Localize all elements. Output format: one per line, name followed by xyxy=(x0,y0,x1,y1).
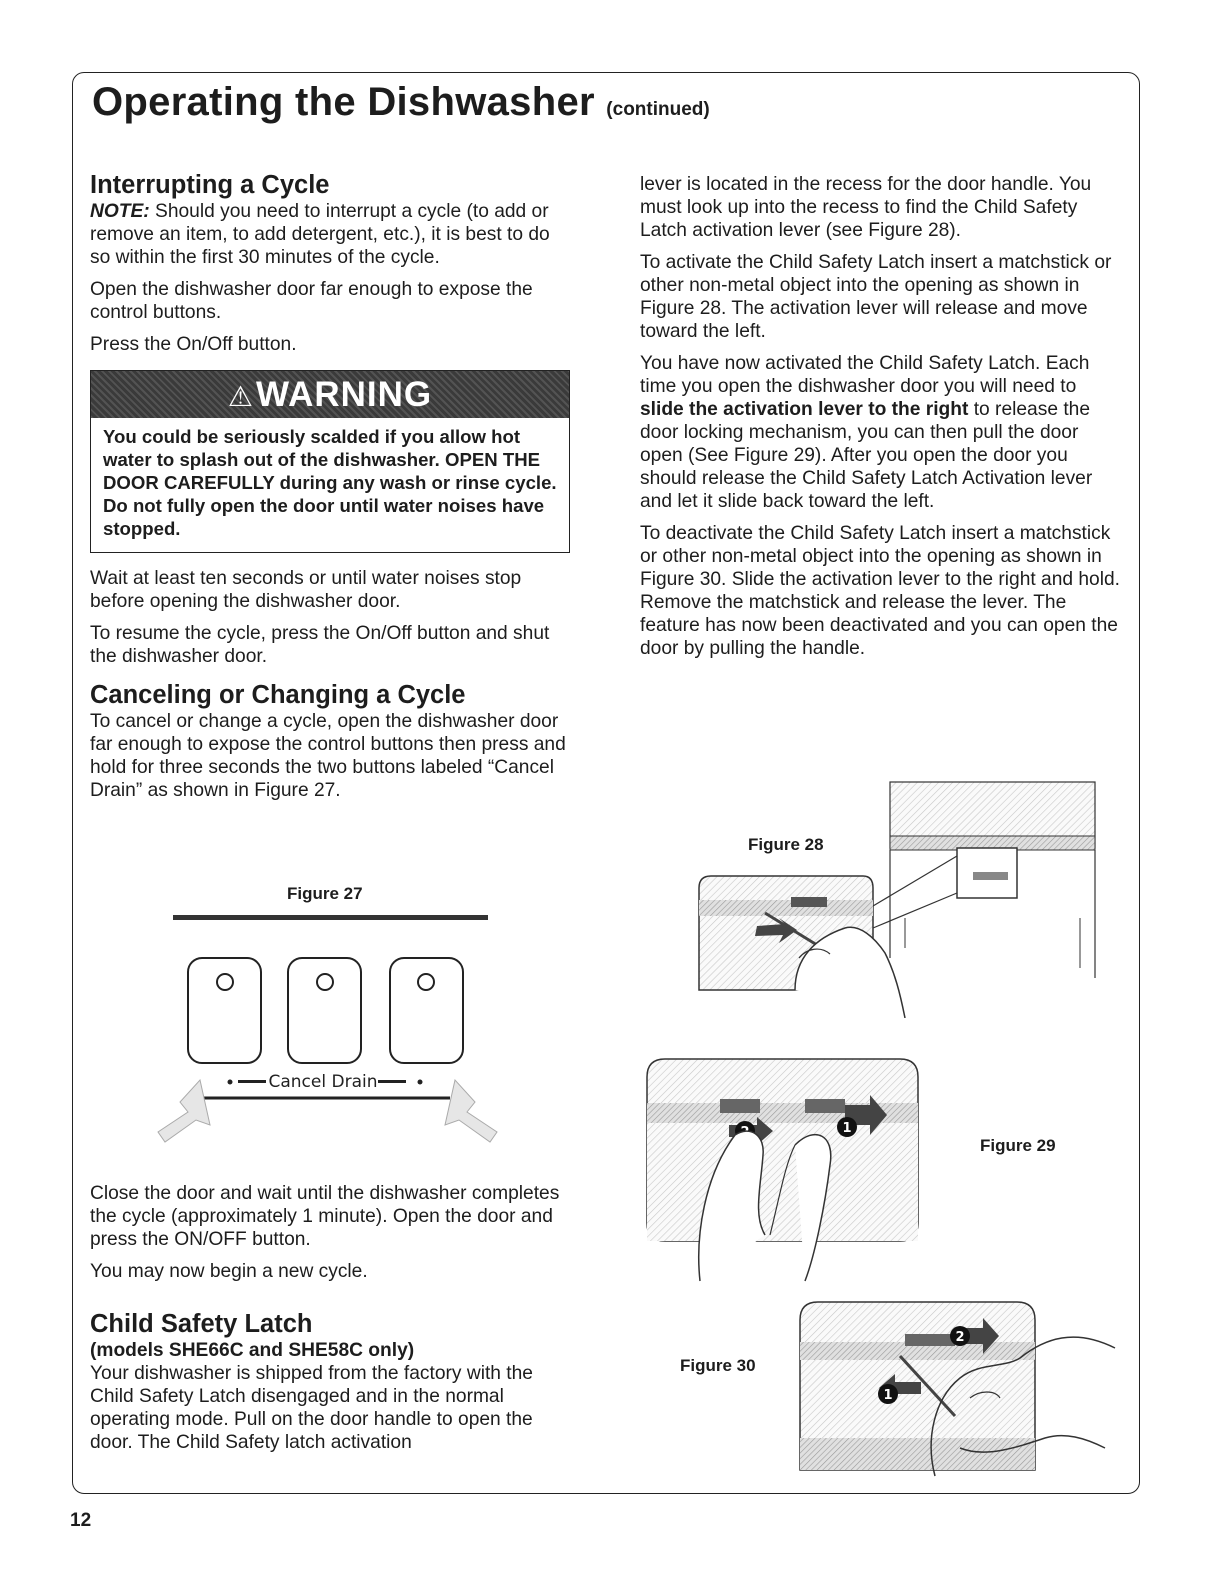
cancel-heading: Canceling or Changing a Cycle xyxy=(90,681,466,709)
lever-30 xyxy=(905,1334,955,1346)
arrow-left-icon xyxy=(158,1080,210,1142)
interrupt-p1: Open the dishwasher door far enough to expose the control buttons. xyxy=(90,279,533,323)
detail-closeup xyxy=(699,876,905,1018)
lever-detail xyxy=(791,897,827,907)
panel-top-edge xyxy=(173,915,488,920)
child-subheading: (models SHE66C and SHE58C only) xyxy=(90,1340,415,1361)
door-overview xyxy=(890,782,1095,978)
button-led-2 xyxy=(317,974,333,990)
right-p4: To deactivate the Child Safety Latch insert a matchstick or other non-metal object into the opening as shown in Figure 30. Slide the activation lever to the right and hold. Remove the matchstick and release the lever. The feature has now been deactivated and you can open the door by pulling the handle. xyxy=(640,523,1120,659)
child-heading: Child Safety Latch xyxy=(90,1310,313,1338)
right-p2: To activate the Child Safety Latch insert a matchstick or other non-metal object into the opening as shown in Figure 28. The activation lever will release and move toward the left. xyxy=(640,252,1112,342)
resume-paragraph: To resume the cycle, press the On/Off button and shut the dishwasher door. xyxy=(90,623,550,667)
bar-right xyxy=(378,1080,406,1083)
figure-28-label: Figure 28 xyxy=(748,835,824,854)
right-p1: lever is located in the recess for the door handle. You must look up into the recess to find the Child Safety Latch activation lever (see Figure 28). xyxy=(640,174,1092,241)
interrupt-heading: Interrupting a Cycle xyxy=(90,171,330,199)
warning-triangle-icon: ⚠ xyxy=(227,381,254,412)
control-buttons xyxy=(188,958,463,1063)
arrow-right-icon xyxy=(445,1080,497,1142)
figure-27-label: Figure 27 xyxy=(287,884,363,903)
cancel-p1: To cancel or change a cycle, open the dishwasher door far enough to expose the control buttons then press and hold for three seconds the two buttons labeled “Cancel Drain” as shown in Figure 27. xyxy=(90,711,566,801)
warning-box xyxy=(90,370,570,553)
step-1-number: 1 xyxy=(842,1121,852,1136)
dot-left xyxy=(228,1080,233,1085)
child-p1: Your dishwasher is shipped from the factory with the Child Safety Latch disengaged and in the normal operating mode. Pull on the door handle to open the door. The Child Safety latch activation xyxy=(90,1363,533,1453)
step-2-number-30: 2 xyxy=(955,1330,965,1345)
warning-header xyxy=(91,371,569,418)
figure-28-illustration xyxy=(695,778,1105,1018)
cancel-drain-marker xyxy=(202,1072,450,1098)
cancel-p3: You may now begin a new cycle. xyxy=(90,1261,368,1282)
figure-29-label: Figure 29 xyxy=(980,1136,1056,1155)
interrupt-p2: Press the On/Off button. xyxy=(90,334,297,355)
warning-title: WARNING xyxy=(255,375,433,414)
right-column xyxy=(640,173,1125,669)
figure-29-illustration xyxy=(645,1055,935,1285)
note-text: Should you need to interrupt a cycle (to add or remove an item, to add detergent, etc.), it is best to do so within the first 30 minutes of the cycle. xyxy=(90,201,550,268)
right-p3: You have now activated the Child Safety Latch. Each time you open the dishwasher door you will need to slide the activation lever to the right to release the door locking mechanism, you can then pull the door open (See Figure 29). After you open the door you should release the Child Safety Latch Activation lever and let it slide back toward the left. xyxy=(640,353,1093,512)
figure-30-illustration xyxy=(785,1298,1125,1478)
latch-lever xyxy=(973,872,1008,880)
dot-right xyxy=(418,1080,423,1085)
cancel-drain-label: Cancel Drain xyxy=(268,1072,378,1092)
warning-text: You could be seriously scalded if you allow hot water to splash out of the dishwasher. OPEN THE DOOR CAREFULLY during any wash or rinse cycle. Do not fully open the door until water noises have stopped. xyxy=(103,426,557,539)
cancel-p2: Close the door and wait until the dishwasher completes the cycle (approximately 1 minute). Open the door and press the ON/OFF button. xyxy=(90,1183,560,1250)
lever-pull xyxy=(720,1099,760,1113)
lever-slide xyxy=(805,1099,845,1113)
note-label: NOTE: xyxy=(90,201,150,222)
wait-paragraph: Wait at least ten seconds or until water noises stop before opening the dishwasher door. xyxy=(90,568,522,612)
bar-left xyxy=(238,1080,266,1083)
page-number: 12 xyxy=(70,1510,92,1531)
page-subtitle: (continued) xyxy=(606,99,710,120)
page-title: Operating the Dishwasher (continued) xyxy=(92,80,710,124)
step-1-number-30: 1 xyxy=(883,1388,893,1403)
button-led-1 xyxy=(217,974,233,990)
bold-instruction: slide the activation lever to the right xyxy=(640,399,969,420)
left-column-lower xyxy=(90,1182,575,1463)
figure-30-label: Figure 30 xyxy=(680,1356,756,1375)
button-led-3 xyxy=(418,974,434,990)
interrupt-note xyxy=(90,200,575,269)
left-column xyxy=(90,170,575,811)
figure-27-control-panel xyxy=(140,910,520,1160)
